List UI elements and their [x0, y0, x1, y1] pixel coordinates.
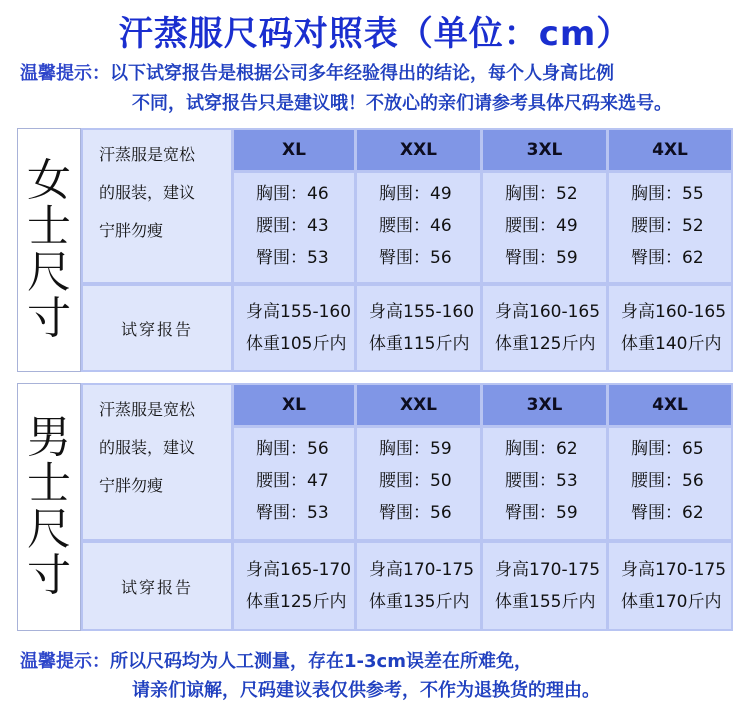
men-body-cell	[234, 543, 354, 629]
men-body-cell	[357, 543, 480, 629]
hip-value: 臀围：59	[505, 248, 578, 268]
weight-range: 体重125斤内	[495, 334, 596, 354]
waist-value: 腰围：47	[256, 471, 329, 491]
men-section-label	[17, 383, 81, 631]
height-range: 身高165-170	[246, 560, 352, 580]
weight-range: 体重135斤内	[369, 592, 470, 612]
bust-value: 胸围：55	[631, 184, 704, 204]
page-title: 汗蒸服尺码对照表（单位：cm）	[118, 14, 632, 54]
men-desc-line: 宁胖勿瘦	[99, 476, 164, 495]
weight-range: 体重115斤内	[369, 334, 470, 354]
hip-value: 臀围：62	[631, 248, 704, 268]
waist-value: 腰围：43	[256, 216, 329, 236]
women-size-table	[17, 128, 733, 372]
height-range: 身高160-165	[621, 302, 727, 322]
weight-range: 体重155斤内	[495, 592, 596, 612]
men-size-header: XXL	[357, 385, 480, 425]
bottom-tip-line-2: 请亲们谅解，尺码建议表仅供参考，不作为退换货的理由。	[132, 680, 600, 701]
bust-value: 胸围：62	[505, 439, 578, 459]
bust-value: 胸围：49	[379, 184, 452, 204]
waist-value: 腰围：52	[631, 216, 704, 236]
waist-value: 腰围：50	[379, 471, 452, 491]
women-body-cell	[234, 286, 354, 370]
bust-value: 胸围：46	[256, 184, 329, 204]
hip-value: 臀围：56	[379, 503, 452, 523]
men-desc-line: 的服装，建议	[99, 438, 196, 457]
women-size-header: XXL	[357, 130, 480, 170]
hip-value: 臀围：62	[631, 503, 704, 523]
men-size-table	[17, 383, 733, 631]
height-range: 身高170-175	[495, 560, 601, 580]
height-range: 身高155-160	[246, 302, 352, 322]
height-range: 身高160-165	[495, 302, 601, 322]
hip-value: 臀围：53	[256, 248, 329, 268]
women-size-header: 3XL	[483, 130, 606, 170]
bust-value: 胸围：59	[379, 439, 452, 459]
waist-value: 腰围：49	[505, 216, 578, 236]
top-tip-label: 温馨提示：	[20, 63, 110, 84]
men-description	[83, 385, 231, 539]
men-size-header: 3XL	[483, 385, 606, 425]
bust-value: 胸围：56	[256, 439, 329, 459]
bottom-tip-line-1	[20, 648, 532, 676]
top-tip-text-1: 以下试穿报告是根据公司多年经验得出的结论，每个人身高比例	[110, 63, 614, 84]
women-trial-label: 试穿报告	[83, 286, 231, 370]
weight-range: 体重125斤内	[246, 592, 347, 612]
waist-value: 腰围：56	[631, 471, 704, 491]
men-label-text: 男士尺寸	[27, 412, 71, 601]
women-measurement-cell	[483, 173, 606, 282]
men-body-cell	[483, 543, 606, 629]
women-body-cell	[483, 286, 606, 370]
men-measurement-cell	[357, 428, 480, 539]
men-size-header: 4XL	[609, 385, 731, 425]
women-measurement-cell	[234, 173, 354, 282]
women-desc-line: 汗蒸服是宽松	[99, 145, 196, 164]
women-desc-line: 宁胖勿瘦	[99, 221, 164, 240]
waist-value: 腰围：53	[505, 471, 578, 491]
men-measurement-cell	[483, 428, 606, 539]
women-description	[83, 130, 231, 282]
women-body-cell	[357, 286, 480, 370]
men-body-cell	[609, 543, 731, 629]
bottom-tip-text-1: 所以尺码均为人工测量，存在1-3cm误差在所难免，	[110, 651, 532, 672]
height-range: 身高155-160	[369, 302, 475, 322]
women-measurement-cell	[357, 173, 480, 282]
women-section-label	[17, 128, 81, 372]
women-size-header: XL	[234, 130, 354, 170]
men-trial-label: 试穿报告	[83, 543, 231, 629]
women-body-cell	[609, 286, 731, 370]
women-size-header: 4XL	[609, 130, 731, 170]
men-size-header: XL	[234, 385, 354, 425]
height-range: 身高170-175	[369, 560, 475, 580]
hip-value: 臀围：56	[379, 248, 452, 268]
men-measurement-cell	[234, 428, 354, 539]
bust-value: 胸围：52	[505, 184, 578, 204]
top-tip-line-1	[20, 60, 614, 88]
top-tip-line-2: 不同，试穿报告只是建议哦！不放心的亲们请参考具体尺码来选号。	[132, 93, 672, 114]
hip-value: 臀围：53	[256, 503, 329, 523]
weight-range: 体重140斤内	[621, 334, 722, 354]
men-measurement-cell	[609, 428, 731, 539]
weight-range: 体重105斤内	[246, 334, 347, 354]
women-label-text: 女士尺寸	[27, 155, 71, 344]
height-range: 身高170-175	[621, 560, 727, 580]
women-measurement-cell	[609, 173, 731, 282]
weight-range: 体重170斤内	[621, 592, 722, 612]
men-desc-line: 汗蒸服是宽松	[99, 400, 196, 419]
bust-value: 胸围：65	[631, 439, 704, 459]
waist-value: 腰围：46	[379, 216, 452, 236]
hip-value: 臀围：59	[505, 503, 578, 523]
bottom-tip-label: 温馨提示：	[20, 651, 110, 672]
women-desc-line: 的服装，建议	[99, 183, 196, 202]
